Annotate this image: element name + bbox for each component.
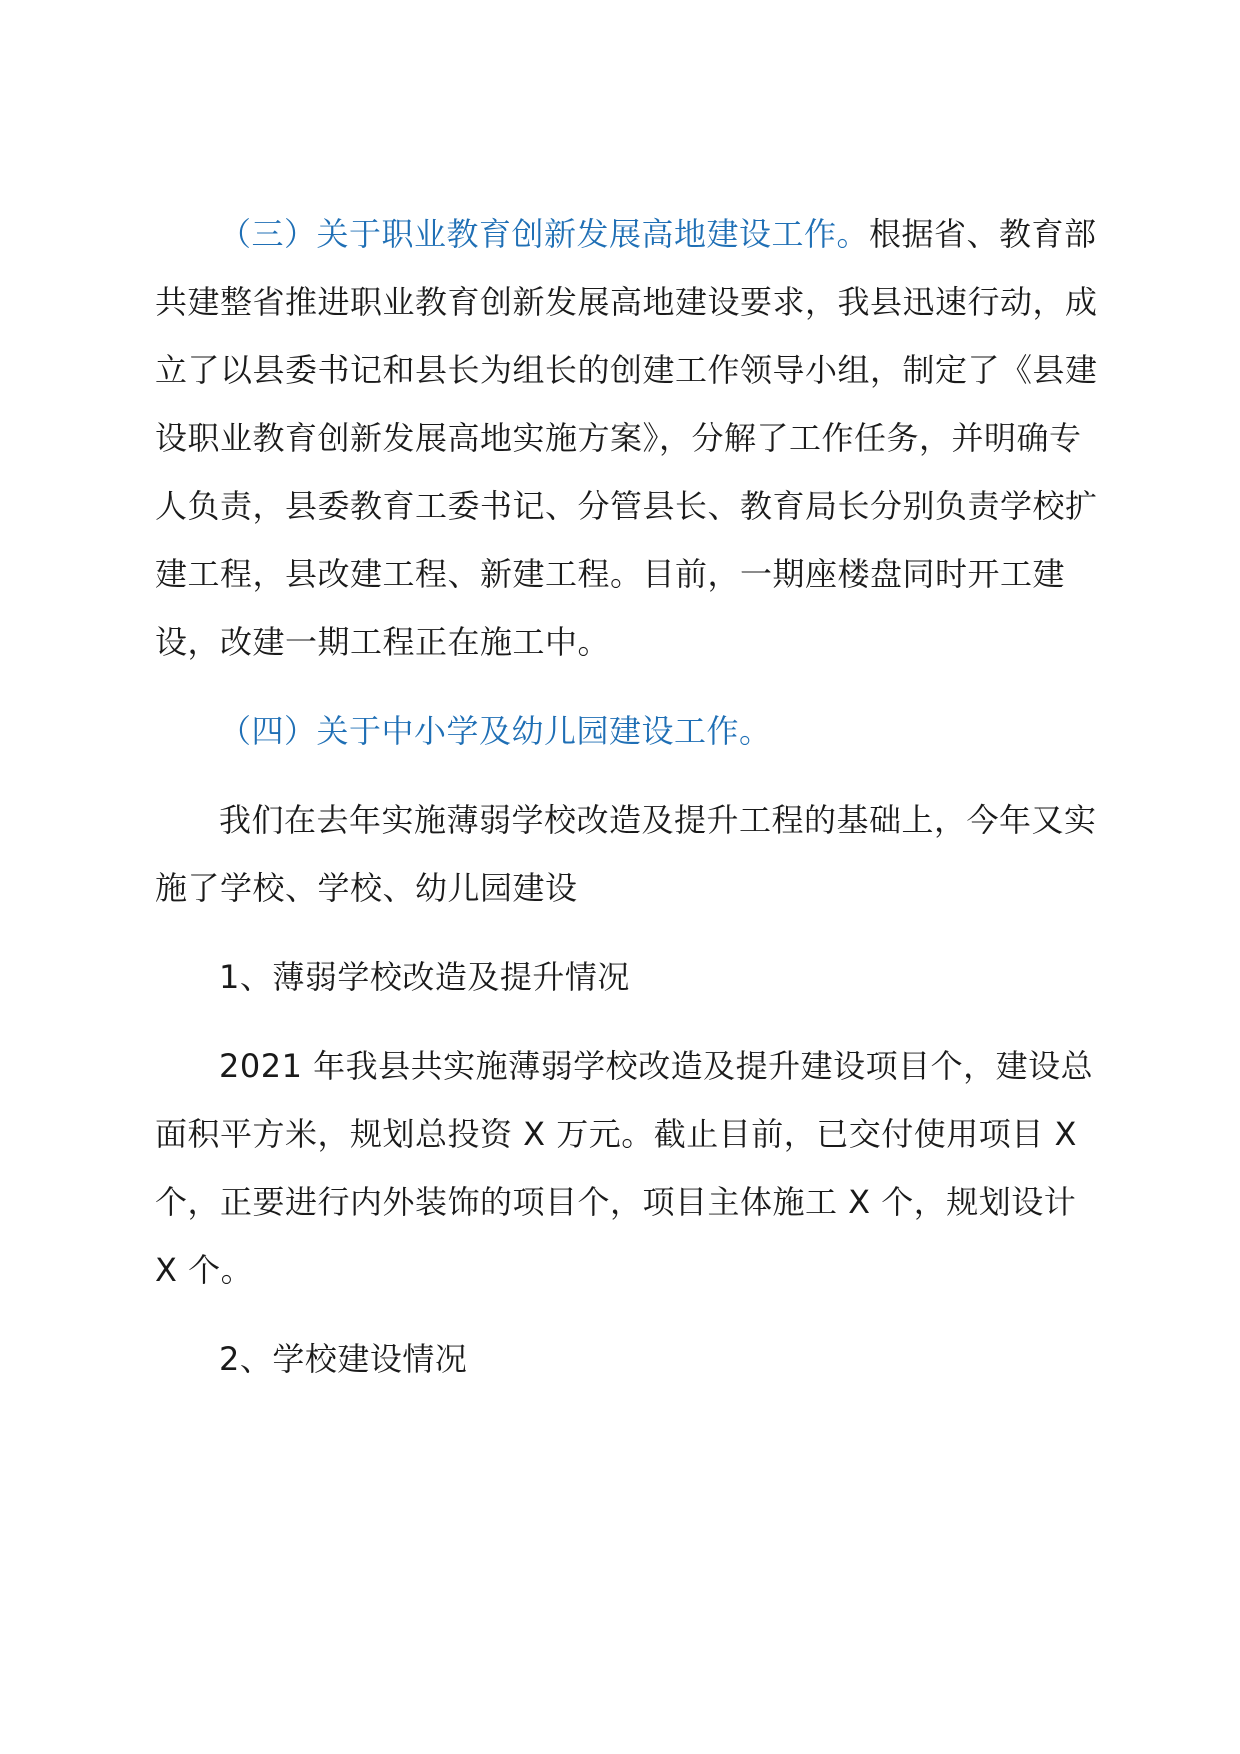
section3-paragraph [155, 200, 1105, 676]
section4-heading-paragraph [155, 697, 1105, 765]
item1-body: 2021 年我县共实施薄弱学校改造及提升建设项目个，建设总面积平方米，规划总投资 X 万元。截止目前，已交付使用项目 X 个，正要进行内外装饰的项目个，项目主体施工 X 个，规划设计 X 个。 [155, 1047, 1094, 1289]
section3-body: 根据省、教育部共建整省推进职业教育创新发展高地建设要求，我县迅速行动，成立了以县委书记和县长为组长的创建工作领导小组，制定了《县建设职业教育创新发展高地实施方案》，分解了工作任务，并明确专人负责，县委教育工委书记、分管县长、教育局长分别负责学校扩建工程，县改建工程、新建工程。目前，一期座楼盘同时开工建设，改建一期工程正在施工中。 [155, 215, 1098, 661]
section3-heading: （三）关于职业教育创新发展高地建设工作。 [219, 215, 870, 253]
item1-title: 1、薄弱学校改造及提升情况 [219, 958, 630, 996]
section4-heading: （四）关于中小学及幼儿园建设工作。 [219, 712, 772, 750]
item2-title: 2、学校建设情况 [219, 1340, 468, 1378]
section4-intro: 我们在去年实施薄弱学校改造及提升工程的基础上，今年又实施了学校、学校、幼儿园建设 [155, 801, 1097, 907]
document-body [155, 200, 1105, 1414]
